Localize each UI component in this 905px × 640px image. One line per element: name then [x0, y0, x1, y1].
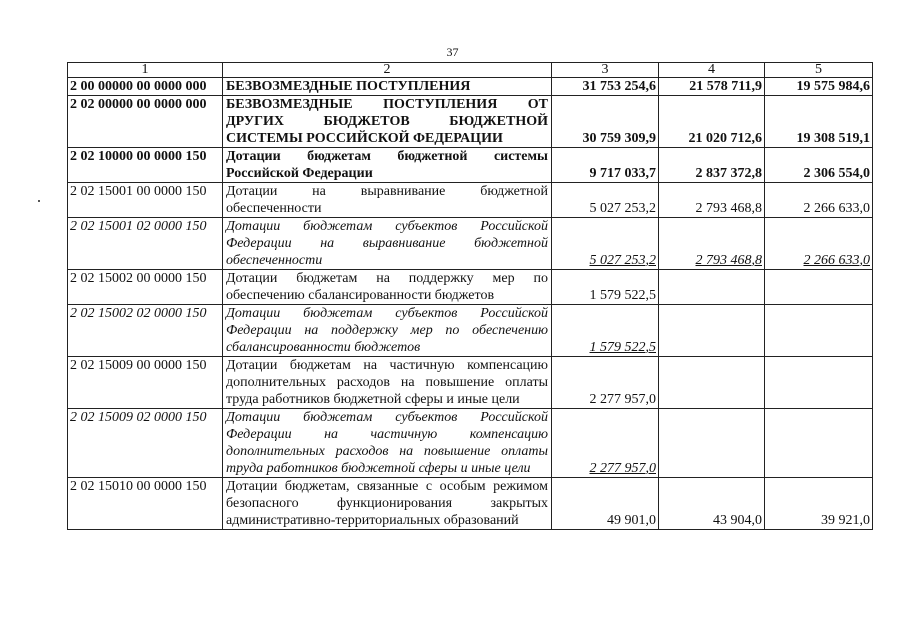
table-row — [68, 478, 873, 530]
amount-col3: 1 579 522,5 — [552, 305, 659, 357]
revenue-name: БЕЗВОЗМЕЗДНЫЕ ПОСТУПЛЕНИЯ ОТ ДРУГИХ БЮДЖЕТОВ БЮДЖЕТНОЙ СИСТЕМЫ РОССИЙСКОЙ ФЕДЕРАЦИИ — [223, 96, 552, 148]
scan-speck — [38, 200, 40, 202]
amount-col3: 5 027 253,2 — [552, 183, 659, 218]
budget-code: 2 02 15001 00 0000 150 — [68, 183, 223, 218]
amount-col5 — [765, 409, 873, 478]
amount-col3: 2 277 957,0 — [552, 357, 659, 409]
budget-revenue-table — [67, 62, 873, 530]
amount-col4: 2 793 468,8 — [659, 183, 765, 218]
budget-code: 2 02 10000 00 0000 150 — [68, 148, 223, 183]
budget-code: 2 02 15001 02 0000 150 — [68, 218, 223, 270]
amount-col3: 9 717 033,7 — [552, 148, 659, 183]
amount-col3: 1 579 522,5 — [552, 270, 659, 305]
amount-col5 — [765, 305, 873, 357]
table-row — [68, 78, 873, 96]
amount-col4: 21 578 711,9 — [659, 78, 765, 96]
amount-col5: 19 308 519,1 — [765, 96, 873, 148]
revenue-name: Дотации бюджетам субъектов Российской Федерации на выравнивание бюджетной обеспеченности — [223, 218, 552, 270]
column-header: 3 — [552, 63, 659, 78]
amount-col4 — [659, 357, 765, 409]
revenue-name: Дотации бюджетам, связанные с особым режимом безопасного функционирования закрытых административно-территориальных образований — [223, 478, 552, 530]
revenue-name: Дотации бюджетам на поддержку мер по обеспечению сбалансированности бюджетов — [223, 270, 552, 305]
revenue-name: Дотации бюджетам бюджетной системы Российской Федерации — [223, 148, 552, 183]
amount-col3: 31 753 254,6 — [552, 78, 659, 96]
revenue-name: Дотации бюджетам субъектов Российской Федерации на поддержку мер по обеспечению сбалансированности бюджетов — [223, 305, 552, 357]
amount-col3: 49 901,0 — [552, 478, 659, 530]
amount-col5: 19 575 984,6 — [765, 78, 873, 96]
amount-col5: 2 266 633,0 — [765, 218, 873, 270]
revenue-name: Дотации бюджетам субъектов Российской Федерации на частичную компенсацию дополнительных расходов на повышение оплаты труда работников бюджетной сферы и иные цели — [223, 409, 552, 478]
table-row — [68, 357, 873, 409]
amount-col5 — [765, 270, 873, 305]
budget-code: 2 02 15009 02 0000 150 — [68, 409, 223, 478]
table-row — [68, 148, 873, 183]
budget-code: 2 02 15010 00 0000 150 — [68, 478, 223, 530]
budget-code: 2 02 15009 00 0000 150 — [68, 357, 223, 409]
table-row — [68, 305, 873, 357]
amount-col4 — [659, 270, 765, 305]
amount-col5: 2 266 633,0 — [765, 183, 873, 218]
table-row — [68, 96, 873, 148]
amount-col5 — [765, 357, 873, 409]
column-header: 4 — [659, 63, 765, 78]
amount-col5: 2 306 554,0 — [765, 148, 873, 183]
column-header: 2 — [223, 63, 552, 78]
column-number-row — [68, 63, 873, 78]
amount-col4 — [659, 409, 765, 478]
budget-code: 2 02 15002 02 0000 150 — [68, 305, 223, 357]
amount-col3: 5 027 253,2 — [552, 218, 659, 270]
budget-code: 2 02 00000 00 0000 000 — [68, 96, 223, 148]
revenue-name: Дотации на выравнивание бюджетной обеспеченности — [223, 183, 552, 218]
amount-col3: 2 277 957,0 — [552, 409, 659, 478]
table-row — [68, 270, 873, 305]
amount-col3: 30 759 309,9 — [552, 96, 659, 148]
budget-code: 2 00 00000 00 0000 000 — [68, 78, 223, 96]
budget-code: 2 02 15002 00 0000 150 — [68, 270, 223, 305]
amount-col4: 43 904,0 — [659, 478, 765, 530]
revenue-name: БЕЗВОЗМЕЗДНЫЕ ПОСТУПЛЕНИЯ — [223, 78, 552, 96]
table-row — [68, 183, 873, 218]
page-number: 37 — [446, 45, 459, 59]
column-header: 5 — [765, 63, 873, 78]
table-row — [68, 409, 873, 478]
amount-col4: 2 793 468,8 — [659, 218, 765, 270]
amount-col4: 2 837 372,8 — [659, 148, 765, 183]
amount-col5: 39 921,0 — [765, 478, 873, 530]
revenue-name: Дотации бюджетам на частичную компенсацию дополнительных расходов на повышение оплаты труда работников бюджетной сферы и иные цели — [223, 357, 552, 409]
column-header: 1 — [68, 63, 223, 78]
table-row — [68, 218, 873, 270]
amount-col4: 21 020 712,6 — [659, 96, 765, 148]
amount-col4 — [659, 305, 765, 357]
